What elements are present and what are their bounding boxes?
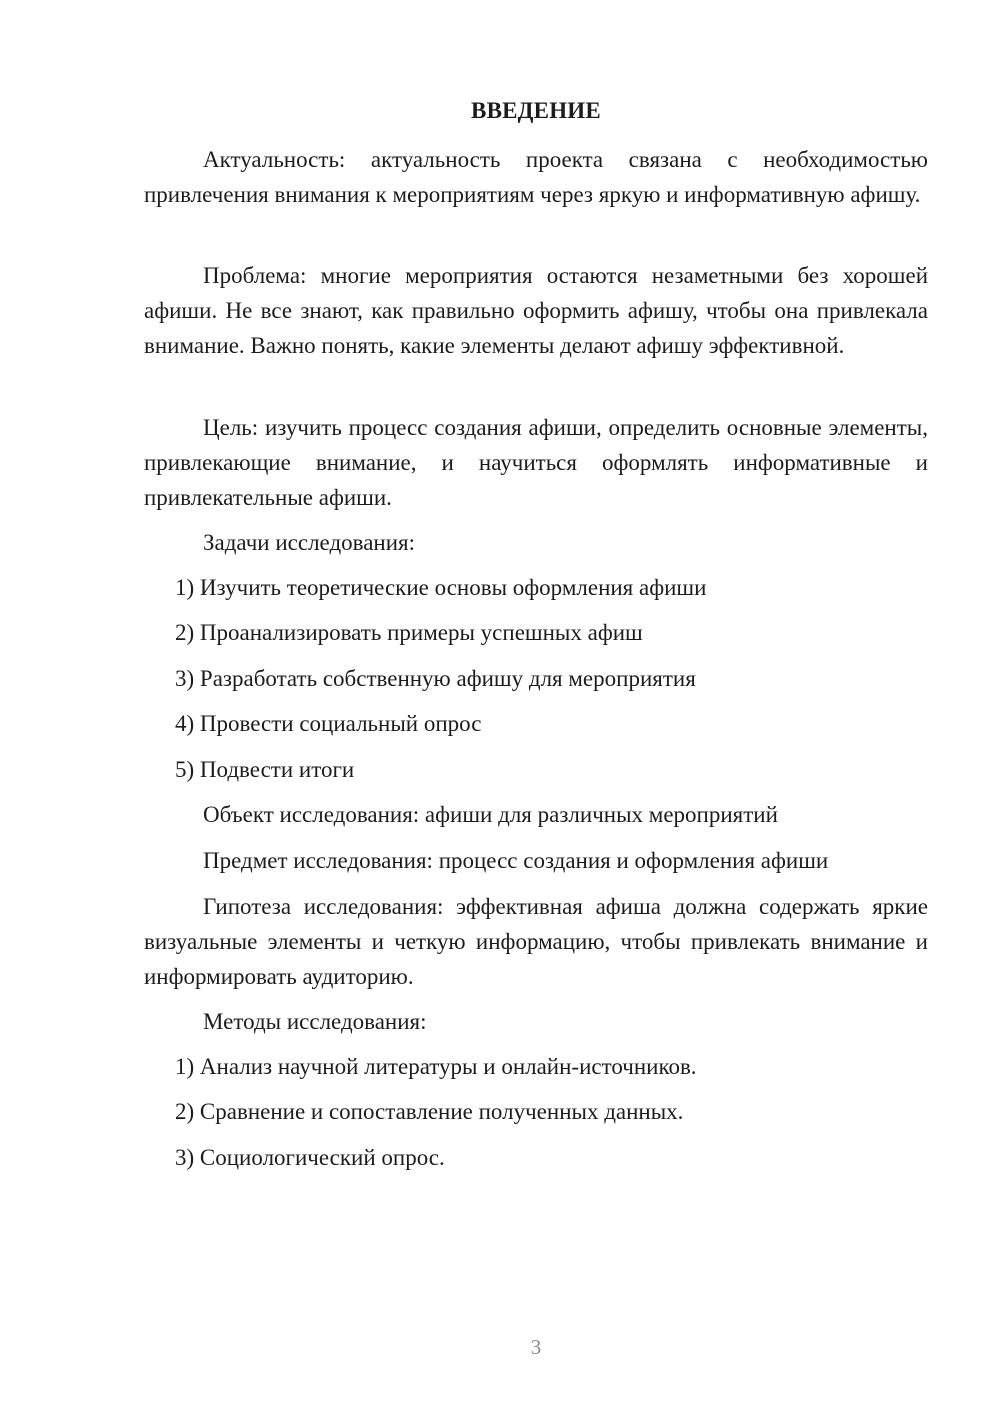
method-item: 2) Сравнение и сопоставление полученных данных. (175, 1099, 684, 1124)
methods-heading: Методы исследования: (203, 1009, 427, 1034)
method-item: 1) Анализ научной литературы и онлайн-источников. (175, 1054, 697, 1079)
task-item: 1) Изучить теоретические основы оформления афиши (175, 575, 707, 600)
research-subject: Предмет исследования: процесс создания и оформления афиши (203, 848, 829, 873)
task-item: 5) Подвести итоги (175, 757, 355, 782)
task-item: 2) Проанализировать примеры успешных афиш (175, 620, 643, 645)
research-object: Объект исследования: афиши для различных мероприятий (203, 802, 778, 827)
method-item: 3) Социологический опрос. (175, 1145, 445, 1170)
relevance-paragraph: Актуальность: актуальность проекта связана с необходимостью привлечения внимания к мероприятиям через яркую и информативную афишу. (144, 147, 928, 207)
task-item: 4) Провести социальный опрос (175, 711, 482, 736)
hypothesis-paragraph: Гипотеза исследования: эффективная афиша должна содержать яркие визуальные элементы и четкую информацию, чтобы привлекать внимание и информировать аудиторию. (144, 894, 928, 989)
page-number: 3 (530, 1335, 542, 1359)
problem-paragraph: Проблема: многие мероприятия остаются незаметными без хорошей афиши. Не все знают, как правильно оформить афишу, чтобы она привлекала внимание. Важно понять, какие элементы делают афишу эффективной. (144, 263, 928, 358)
task-item: 3) Разработать собственную афишу для мероприятия (175, 666, 696, 691)
tasks-heading: Задачи исследования: (203, 530, 416, 555)
section-title: ВВЕДЕНИЕ (471, 98, 601, 123)
goal-paragraph: Цель: изучить процесс создания афиши, определить основные элементы, привлекающие внимание, и научиться оформлять информативные и привлекательные афиши. (144, 415, 928, 510)
